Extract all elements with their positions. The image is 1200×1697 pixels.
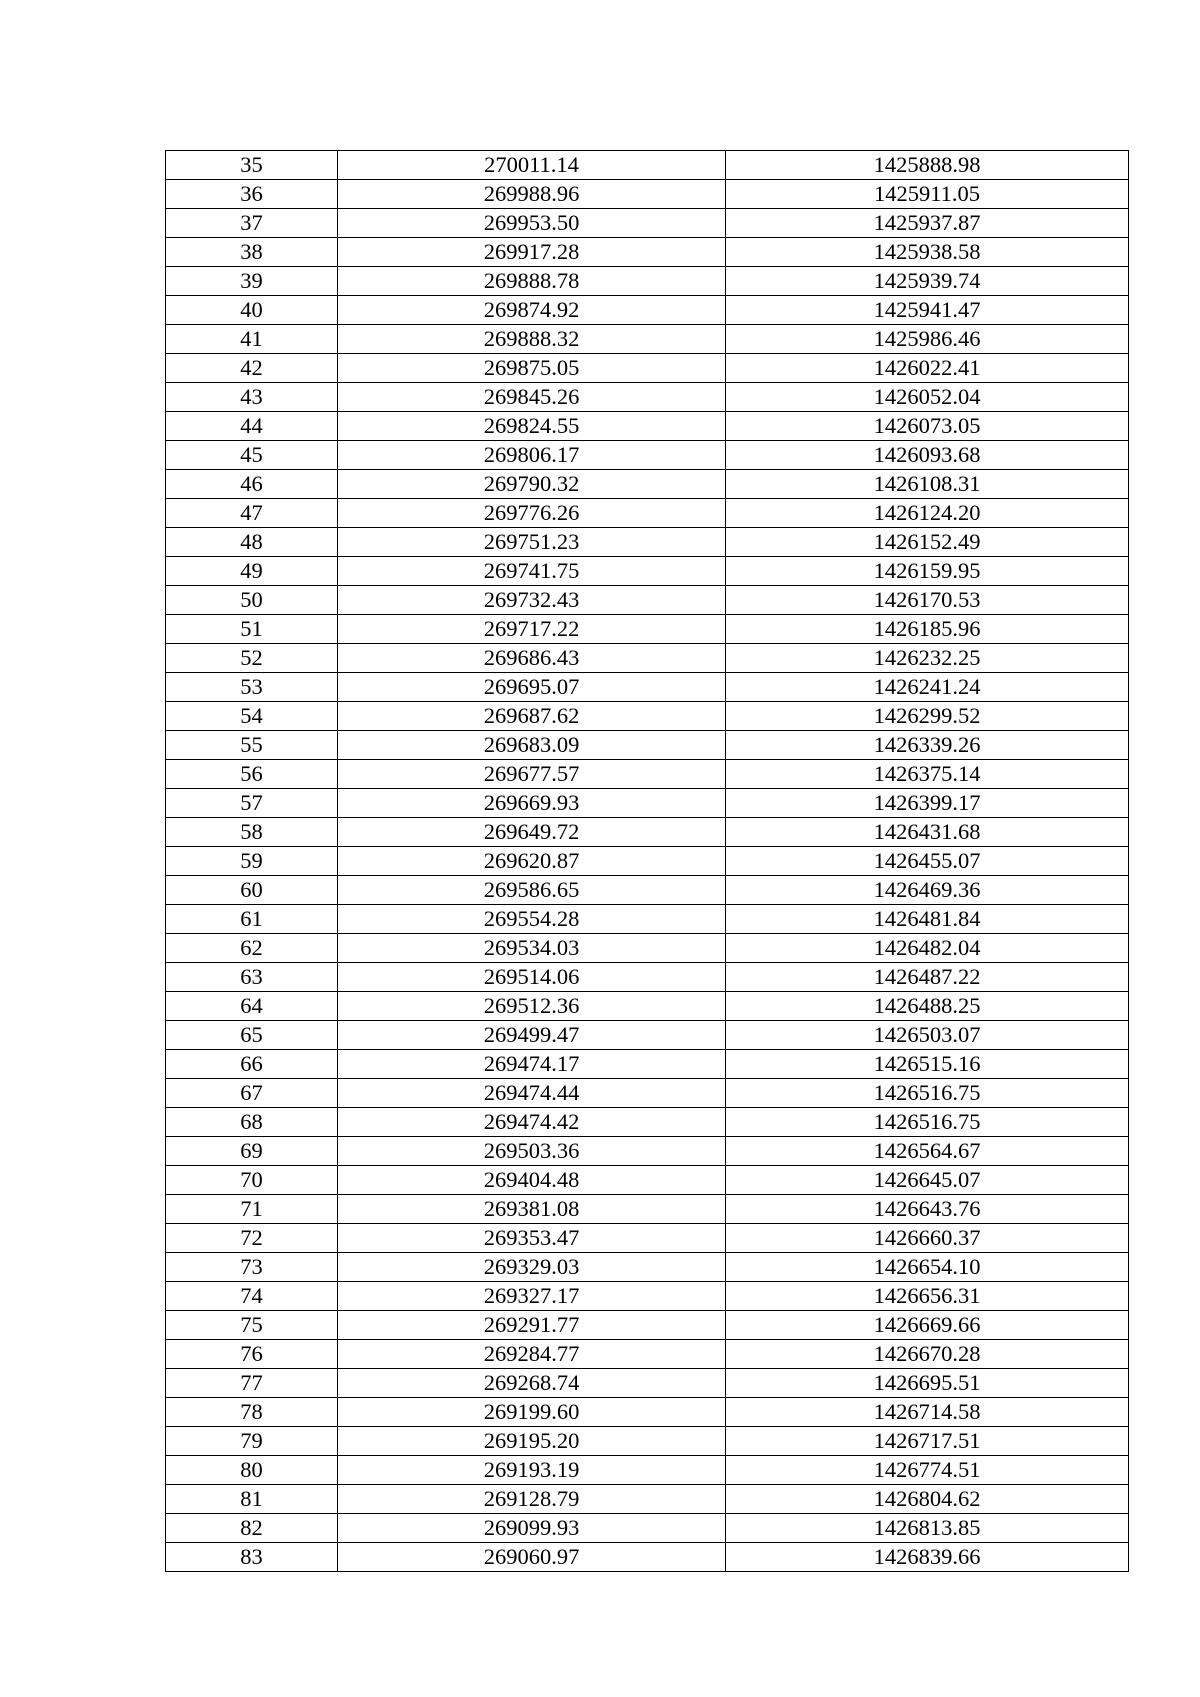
y-coordinate-cell: 1426516.75 [726, 1079, 1129, 1108]
table-row [166, 180, 1129, 209]
y-coordinate-cell: 1426299.52 [726, 702, 1129, 731]
point-number-cell: 61 [166, 905, 338, 934]
y-coordinate-cell: 1426774.51 [726, 1456, 1129, 1485]
y-coordinate-cell: 1426714.58 [726, 1398, 1129, 1427]
y-coordinate-cell: 1426695.51 [726, 1369, 1129, 1398]
y-coordinate-cell: 1426124.20 [726, 499, 1129, 528]
x-coordinate-cell: 269741.75 [338, 557, 726, 586]
point-number-cell: 56 [166, 760, 338, 789]
x-coordinate-cell: 269953.50 [338, 209, 726, 238]
point-number-cell: 43 [166, 383, 338, 412]
x-coordinate-cell: 269404.48 [338, 1166, 726, 1195]
x-coordinate-cell: 269353.47 [338, 1224, 726, 1253]
y-coordinate-cell: 1426564.67 [726, 1137, 1129, 1166]
y-coordinate-cell: 1426669.66 [726, 1311, 1129, 1340]
point-number-cell: 40 [166, 296, 338, 325]
x-coordinate-cell: 269687.62 [338, 702, 726, 731]
table-row [166, 1050, 1129, 1079]
point-number-cell: 65 [166, 1021, 338, 1050]
table-row [166, 209, 1129, 238]
x-coordinate-cell: 269474.42 [338, 1108, 726, 1137]
x-coordinate-cell: 269717.22 [338, 615, 726, 644]
x-coordinate-cell: 269195.20 [338, 1427, 726, 1456]
table-row [166, 1021, 1129, 1050]
y-coordinate-cell: 1426804.62 [726, 1485, 1129, 1514]
point-number-cell: 67 [166, 1079, 338, 1108]
y-coordinate-cell: 1426481.84 [726, 905, 1129, 934]
y-coordinate-cell: 1426813.85 [726, 1514, 1129, 1543]
x-coordinate-cell: 269875.05 [338, 354, 726, 383]
y-coordinate-cell: 1426654.10 [726, 1253, 1129, 1282]
table-row [166, 876, 1129, 905]
table-row [166, 1079, 1129, 1108]
table-row [166, 151, 1129, 180]
y-coordinate-cell: 1426670.28 [726, 1340, 1129, 1369]
x-coordinate-cell: 269503.36 [338, 1137, 726, 1166]
table-row [166, 1340, 1129, 1369]
x-coordinate-cell: 269499.47 [338, 1021, 726, 1050]
point-number-cell: 78 [166, 1398, 338, 1427]
point-number-cell: 68 [166, 1108, 338, 1137]
point-number-cell: 36 [166, 180, 338, 209]
point-number-cell: 38 [166, 238, 338, 267]
table-row [166, 1398, 1129, 1427]
y-coordinate-cell: 1426022.41 [726, 354, 1129, 383]
x-coordinate-cell: 269683.09 [338, 731, 726, 760]
table-row [166, 412, 1129, 441]
table-row [166, 267, 1129, 296]
table-row [166, 1224, 1129, 1253]
table-row [166, 296, 1129, 325]
x-coordinate-cell: 270011.14 [338, 151, 726, 180]
y-coordinate-cell: 1426482.04 [726, 934, 1129, 963]
point-number-cell: 47 [166, 499, 338, 528]
x-coordinate-cell: 269327.17 [338, 1282, 726, 1311]
x-coordinate-cell: 269751.23 [338, 528, 726, 557]
coordinates-table [165, 150, 1129, 1572]
table-row [166, 1543, 1129, 1572]
y-coordinate-cell: 1426108.31 [726, 470, 1129, 499]
point-number-cell: 52 [166, 644, 338, 673]
y-coordinate-cell: 1426643.76 [726, 1195, 1129, 1224]
y-coordinate-cell: 1426052.04 [726, 383, 1129, 412]
x-coordinate-cell: 269199.60 [338, 1398, 726, 1427]
table-row [166, 1369, 1129, 1398]
y-coordinate-cell: 1426159.95 [726, 557, 1129, 586]
x-coordinate-cell: 269514.06 [338, 963, 726, 992]
x-coordinate-cell: 269474.17 [338, 1050, 726, 1079]
x-coordinate-cell: 269512.36 [338, 992, 726, 1021]
point-number-cell: 41 [166, 325, 338, 354]
point-number-cell: 66 [166, 1050, 338, 1079]
point-number-cell: 62 [166, 934, 338, 963]
table-row [166, 789, 1129, 818]
x-coordinate-cell: 269874.92 [338, 296, 726, 325]
y-coordinate-cell: 1425938.58 [726, 238, 1129, 267]
point-number-cell: 39 [166, 267, 338, 296]
point-number-cell: 46 [166, 470, 338, 499]
point-number-cell: 48 [166, 528, 338, 557]
y-coordinate-cell: 1425941.47 [726, 296, 1129, 325]
y-coordinate-cell: 1426232.25 [726, 644, 1129, 673]
y-coordinate-cell: 1426152.49 [726, 528, 1129, 557]
x-coordinate-cell: 269917.28 [338, 238, 726, 267]
y-coordinate-cell: 1426503.07 [726, 1021, 1129, 1050]
y-coordinate-cell: 1426185.96 [726, 615, 1129, 644]
table-row [166, 1108, 1129, 1137]
y-coordinate-cell: 1426839.66 [726, 1543, 1129, 1572]
y-coordinate-cell: 1425911.05 [726, 180, 1129, 209]
y-coordinate-cell: 1426660.37 [726, 1224, 1129, 1253]
point-number-cell: 37 [166, 209, 338, 238]
y-coordinate-cell: 1426516.75 [726, 1108, 1129, 1137]
point-number-cell: 59 [166, 847, 338, 876]
point-number-cell: 44 [166, 412, 338, 441]
x-coordinate-cell: 269806.17 [338, 441, 726, 470]
point-number-cell: 35 [166, 151, 338, 180]
y-coordinate-cell: 1426487.22 [726, 963, 1129, 992]
table-row [166, 325, 1129, 354]
x-coordinate-cell: 269291.77 [338, 1311, 726, 1340]
point-number-cell: 63 [166, 963, 338, 992]
table-row [166, 470, 1129, 499]
table-row [166, 354, 1129, 383]
table-row [166, 1456, 1129, 1485]
point-number-cell: 70 [166, 1166, 338, 1195]
table-row [166, 731, 1129, 760]
point-number-cell: 71 [166, 1195, 338, 1224]
table-row [166, 1311, 1129, 1340]
point-number-cell: 60 [166, 876, 338, 905]
x-coordinate-cell: 269732.43 [338, 586, 726, 615]
table-row [166, 847, 1129, 876]
point-number-cell: 79 [166, 1427, 338, 1456]
y-coordinate-cell: 1426241.24 [726, 673, 1129, 702]
table-row [166, 934, 1129, 963]
x-coordinate-cell: 269845.26 [338, 383, 726, 412]
point-number-cell: 69 [166, 1137, 338, 1166]
point-number-cell: 81 [166, 1485, 338, 1514]
table-row [166, 383, 1129, 412]
y-coordinate-cell: 1425888.98 [726, 151, 1129, 180]
y-coordinate-cell: 1426645.07 [726, 1166, 1129, 1195]
point-number-cell: 80 [166, 1456, 338, 1485]
y-coordinate-cell: 1426717.51 [726, 1427, 1129, 1456]
table-row [166, 1253, 1129, 1282]
x-coordinate-cell: 269586.65 [338, 876, 726, 905]
table-row [166, 1137, 1129, 1166]
x-coordinate-cell: 269193.19 [338, 1456, 726, 1485]
x-coordinate-cell: 269649.72 [338, 818, 726, 847]
y-coordinate-cell: 1426431.68 [726, 818, 1129, 847]
table-row [166, 528, 1129, 557]
x-coordinate-cell: 269790.32 [338, 470, 726, 499]
table-row [166, 1282, 1129, 1311]
table-row [166, 557, 1129, 586]
table-row [166, 586, 1129, 615]
x-coordinate-cell: 269824.55 [338, 412, 726, 441]
table-row [166, 1514, 1129, 1543]
table-row [166, 238, 1129, 267]
x-coordinate-cell: 269284.77 [338, 1340, 726, 1369]
table-row [166, 1427, 1129, 1456]
point-number-cell: 53 [166, 673, 338, 702]
y-coordinate-cell: 1426656.31 [726, 1282, 1129, 1311]
point-number-cell: 77 [166, 1369, 338, 1398]
table-row [166, 760, 1129, 789]
point-number-cell: 58 [166, 818, 338, 847]
point-number-cell: 75 [166, 1311, 338, 1340]
y-coordinate-cell: 1425939.74 [726, 267, 1129, 296]
point-number-cell: 55 [166, 731, 338, 760]
point-number-cell: 45 [166, 441, 338, 470]
table-row [166, 644, 1129, 673]
point-number-cell: 50 [166, 586, 338, 615]
point-number-cell: 83 [166, 1543, 338, 1572]
y-coordinate-cell: 1426339.26 [726, 731, 1129, 760]
x-coordinate-cell: 269888.32 [338, 325, 726, 354]
table-row [166, 963, 1129, 992]
y-coordinate-cell: 1425986.46 [726, 325, 1129, 354]
x-coordinate-cell: 269888.78 [338, 267, 726, 296]
table-row [166, 615, 1129, 644]
point-number-cell: 82 [166, 1514, 338, 1543]
point-number-cell: 64 [166, 992, 338, 1021]
y-coordinate-cell: 1426455.07 [726, 847, 1129, 876]
x-coordinate-cell: 269534.03 [338, 934, 726, 963]
x-coordinate-cell: 269620.87 [338, 847, 726, 876]
y-coordinate-cell: 1426375.14 [726, 760, 1129, 789]
table-row [166, 499, 1129, 528]
x-coordinate-cell: 269988.96 [338, 180, 726, 209]
x-coordinate-cell: 269686.43 [338, 644, 726, 673]
table-row [166, 702, 1129, 731]
x-coordinate-cell: 269268.74 [338, 1369, 726, 1398]
table-row [166, 1485, 1129, 1514]
point-number-cell: 72 [166, 1224, 338, 1253]
x-coordinate-cell: 269669.93 [338, 789, 726, 818]
x-coordinate-cell: 269060.97 [338, 1543, 726, 1572]
x-coordinate-cell: 269776.26 [338, 499, 726, 528]
x-coordinate-cell: 269554.28 [338, 905, 726, 934]
table-row [166, 1166, 1129, 1195]
x-coordinate-cell: 269128.79 [338, 1485, 726, 1514]
coordinates-table-body [166, 151, 1129, 1572]
point-number-cell: 54 [166, 702, 338, 731]
x-coordinate-cell: 269474.44 [338, 1079, 726, 1108]
point-number-cell: 74 [166, 1282, 338, 1311]
point-number-cell: 73 [166, 1253, 338, 1282]
table-row [166, 905, 1129, 934]
y-coordinate-cell: 1426515.16 [726, 1050, 1129, 1079]
x-coordinate-cell: 269381.08 [338, 1195, 726, 1224]
y-coordinate-cell: 1426073.05 [726, 412, 1129, 441]
y-coordinate-cell: 1426399.17 [726, 789, 1129, 818]
table-row [166, 441, 1129, 470]
x-coordinate-cell: 269695.07 [338, 673, 726, 702]
y-coordinate-cell: 1426469.36 [726, 876, 1129, 905]
point-number-cell: 51 [166, 615, 338, 644]
table-row [166, 992, 1129, 1021]
y-coordinate-cell: 1426093.68 [726, 441, 1129, 470]
table-row [166, 673, 1129, 702]
x-coordinate-cell: 269677.57 [338, 760, 726, 789]
point-number-cell: 49 [166, 557, 338, 586]
point-number-cell: 76 [166, 1340, 338, 1369]
point-number-cell: 42 [166, 354, 338, 383]
table-row [166, 818, 1129, 847]
y-coordinate-cell: 1426488.25 [726, 992, 1129, 1021]
point-number-cell: 57 [166, 789, 338, 818]
y-coordinate-cell: 1425937.87 [726, 209, 1129, 238]
x-coordinate-cell: 269329.03 [338, 1253, 726, 1282]
y-coordinate-cell: 1426170.53 [726, 586, 1129, 615]
x-coordinate-cell: 269099.93 [338, 1514, 726, 1543]
table-row [166, 1195, 1129, 1224]
